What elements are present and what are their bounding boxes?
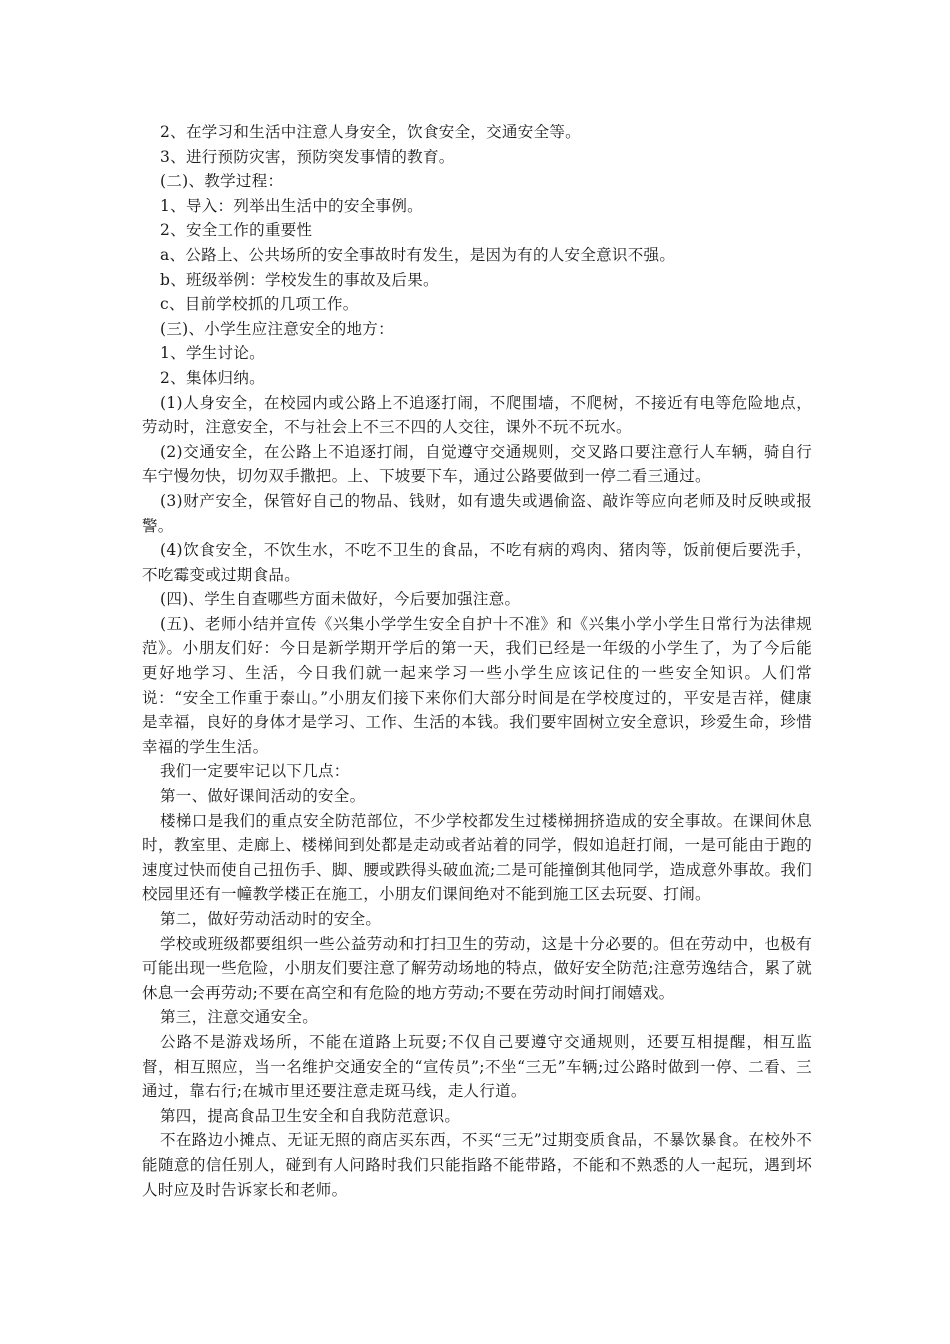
paragraph: (五)、老师小结并宣传《兴集小学学生安全自护十不准》和《兴集小学小学生日常行为法律规范》。小朋友们好：今日是新学期开学后的第一天，我们已经是一年级的小学生了，为了今后能更好地学习、生活，今日我们就一起来学习一些小学生应该记住的一些安全知识。人们常说：“安全工作重于泰山。”小朋友们接下来你们大部分时间是在学校度过的，平安是吉祥，健康是幸福，良好的身体才是学习、工作、生活的本钱。我们要牢固树立安全意识，珍爱生命，珍惜幸福的学生生活。 bbox=[142, 614, 812, 756]
paragraph: 不在路边小摊点、无证无照的商店买东西，不买“三无”过期变质食品，不暴饮暴食。在校外不能随意的信任别人，碰到有人问路时我们只能指路不能带路，不能和不熟悉的人一起玩，遇到坏人时应及时告诉家长和老师。 bbox=[142, 1131, 812, 1199]
paragraph: (四)、学生自查哪些方面未做好，今后要加强注意。 bbox=[160, 590, 521, 609]
paragraph: (2)交通安全，在公路上不追逐打闹，自觉遵守交通规则，交叉路口要注意行人车辆，骑自行车宁慢勿快，切勿双手撒把。上、下坡要下车，通过公路要做到一停二看三通过。 bbox=[142, 442, 812, 486]
paragraph: 2、在学习和生活中注意人身安全，饮食安全，交通安全等。 bbox=[160, 123, 581, 141]
paragraph: 2、安全工作的重要性 bbox=[160, 221, 313, 240]
paragraph: (3)财产安全，保管好自己的物品、钱财，如有遗失或遇偷盗、敲诈等应向老师及时反映或报警。 bbox=[142, 491, 812, 535]
paragraph: 1、学生讨论。 bbox=[160, 344, 265, 363]
paragraph: 我们一定要牢记以下几点： bbox=[160, 762, 350, 781]
paragraph: 第一、做好课间活动的安全。 bbox=[160, 787, 366, 806]
paragraph: 2、集体归纳。 bbox=[160, 368, 265, 387]
paragraph: 第四，提高食品卫生安全和自我防范意识。 bbox=[160, 1106, 461, 1125]
paragraph: 第二，做好劳动活动时的安全。 bbox=[160, 910, 382, 928]
paragraph: (1)人身安全，在校园内或公路上不追逐打闹，不爬围墙，不爬树，不接近有电等危险地点，劳动时，注意安全，不与社会上不三不四的人交往，课外不玩不玩水。 bbox=[142, 393, 812, 437]
paragraph: 3、进行预防灾害，预防突发事情的教育。 bbox=[160, 147, 455, 166]
paragraph: b、班级举例：学校发生的事故及后果。 bbox=[160, 270, 439, 289]
paragraph: (三)、小学生应注意安全的地方： bbox=[160, 319, 394, 338]
paragraph: a、公路上、公共场所的安全事故时有发生，是因为有的人安全意识不强。 bbox=[160, 245, 676, 264]
paragraph: 楼梯口是我们的重点安全防范部位，不少学校都发生过楼梯拥挤造成的安全事故。在课间休息时，教室里、走廊上、楼梯间到处都是走动或者站着的同学，假如追赶打闹，一是可能由于跑的速度过快而使自己扭伤手、脚、腰或跌得头破血流;二是可能撞倒其他同学，造成意外事故。我们校园里还有一幢教学楼正在施工，小朋友们课间绝对不能到施工区去玩耍、打闹。 bbox=[142, 811, 812, 904]
paragraph: (4)饮食安全，不饮生水，不吃不卫生的食品，不吃有病的鸡肉、猪肉等，饭前便后要洗手，不吃霉变或过期食品。 bbox=[142, 541, 812, 584]
paragraph: 公路不是游戏场所，不能在道路上玩耍;不仅自己要遵守交通规则，还要互相提醒，相互监督，相互照应，当一名维护交通安全的“宣传员”;不坐“三无”车辆;过公路时做到一停、二看、三通过，靠右行;在城市里还要注意走斑马线，走人行道。 bbox=[142, 1032, 812, 1101]
paragraph: 1、导入：列举出生活中的安全事例。 bbox=[160, 196, 423, 215]
paragraph: c、目前学校抓的几项工作。 bbox=[160, 295, 359, 314]
paragraph: 第三，注意交通安全。 bbox=[160, 1008, 319, 1027]
paragraph: (二)、教学过程： bbox=[160, 172, 284, 191]
paragraph: 学校或班级都要组织一些公益劳动和打扫卫生的劳动，这是十分必要的。但在劳动中，也极有可能出现一些危险，小朋友们要注意了解劳动场地的特点，做好安全防范;注意劳逸结合，累了就休息一会再劳动;不要在高空和有危险的地方劳动;不要在劳动时间打闹嬉戏。 bbox=[142, 934, 812, 1002]
document-page bbox=[142, 120, 812, 1202]
